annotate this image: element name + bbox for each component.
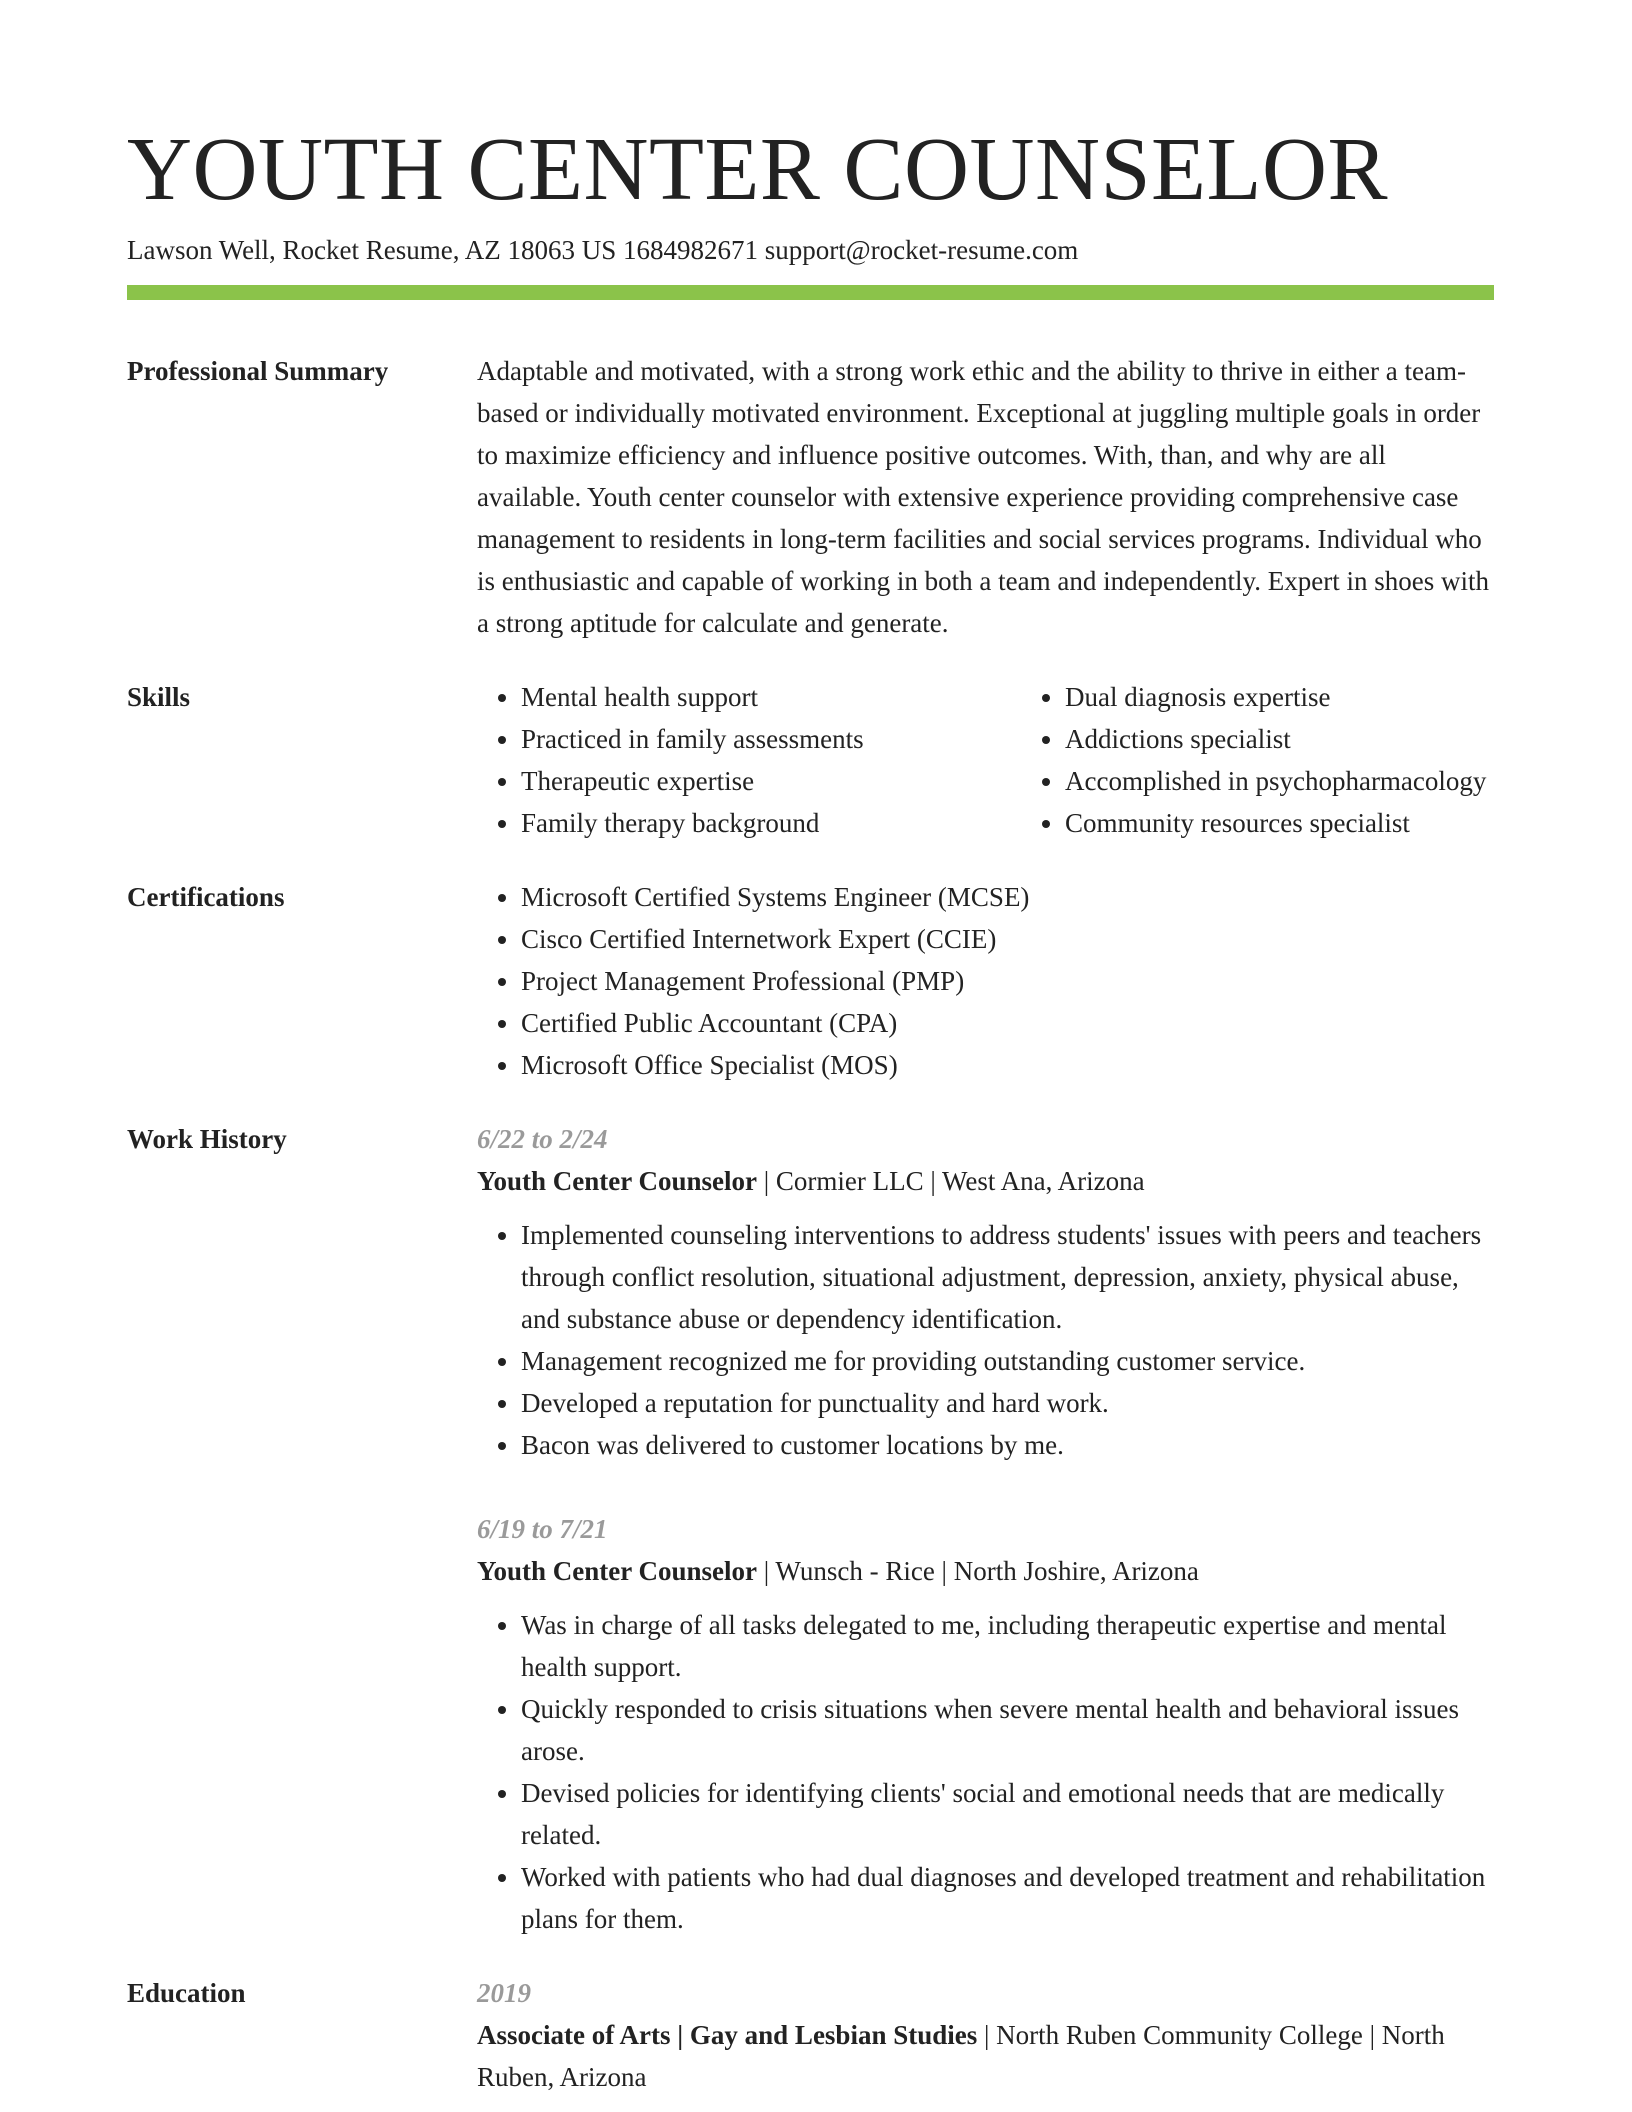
skill-item: • Practiced in family assessments xyxy=(521,718,1021,760)
job-bullet: • Worked with patients who had dual diagnoses and developed treatment and rehabilitation plans for them. xyxy=(521,1856,1494,1940)
job-bullet: • Quickly responded to crisis situations when severe mental health and behavioral issues arose. xyxy=(521,1688,1494,1772)
skill-item: • Mental health support xyxy=(521,676,1021,718)
job-dates: 6/22 to 2/24 xyxy=(477,1124,608,1154)
education-section xyxy=(127,1972,1494,2098)
skill-item: • Community resources specialist xyxy=(1065,802,1486,844)
job-heading xyxy=(477,1160,1494,1202)
skills-list-left xyxy=(477,676,1021,844)
job-heading xyxy=(477,1550,1494,1592)
skills-grid xyxy=(477,676,1494,844)
summary-section xyxy=(127,350,1494,644)
education-body xyxy=(477,1972,1494,2098)
accent-divider xyxy=(127,285,1494,300)
job-dates: 6/19 to 7/21 xyxy=(477,1514,608,1544)
resume-page xyxy=(127,118,1494,2098)
certifications-list xyxy=(477,876,1494,1086)
skills-list-right xyxy=(1021,676,1486,844)
job-role: Youth Center Counselor xyxy=(477,1166,758,1196)
certification-item: • Microsoft Certified Systems Engineer (MCSE) xyxy=(521,876,1494,918)
skill-item: • Accomplished in psychopharmacology xyxy=(1065,760,1486,802)
section-title-work-history: Work History xyxy=(127,1124,287,1154)
section-title-education: Education xyxy=(127,1978,246,2008)
job-bullet: • Developed a reputation for punctuality and hard work. xyxy=(521,1382,1494,1424)
skill-item: • Therapeutic expertise xyxy=(521,760,1021,802)
job-entry xyxy=(477,1508,1494,1940)
skills-section xyxy=(127,676,1494,844)
section-title-certifications: Certifications xyxy=(127,882,285,912)
certification-item: • Certified Public Accountant (CPA) xyxy=(521,1002,1494,1044)
education-degree: Associate of Arts | Gay and Lesbian Studies xyxy=(477,2020,978,2050)
job-employer-location: | Wunsch - Rice | North Joshire, Arizona xyxy=(757,1556,1199,1586)
job-role: Youth Center Counselor xyxy=(477,1556,758,1586)
job-bullet-list xyxy=(477,1604,1494,1940)
skill-item: • Family therapy background xyxy=(521,802,1021,844)
summary-body xyxy=(477,350,1494,644)
work-history-body xyxy=(477,1118,1494,1940)
job-bullet: • Was in charge of all tasks delegated to me, including therapeutic expertise and mental health support. xyxy=(521,1604,1494,1688)
certification-item: • Cisco Certified Internetwork Expert (CCIE) xyxy=(521,918,1494,960)
certification-item: • Microsoft Office Specialist (MOS) xyxy=(521,1044,1494,1086)
job-bullet-list xyxy=(477,1214,1494,1466)
job-bullet: • Devised policies for identifying clients' social and emotional needs that are medically related. xyxy=(521,1772,1494,1856)
skill-item: • Addictions specialist xyxy=(1065,718,1486,760)
job-bullet: • Bacon was delivered to customer locations by me. xyxy=(521,1424,1494,1466)
job-bullet: • Implemented counseling interventions to address students' issues with peers and teachers through conflict resolution, situational adjustment, depression, anxiety, physical abuse, and substance abuse or dependency identification. xyxy=(521,1214,1494,1340)
education-year: 2019 xyxy=(477,1978,531,2008)
job-bullet: • Management recognized me for providing outstanding customer service. xyxy=(521,1340,1494,1382)
certification-item: • Project Management Professional (PMP) xyxy=(521,960,1494,1002)
job-employer-location: | Cormier LLC | West Ana, Arizona xyxy=(757,1166,1145,1196)
work-history-section xyxy=(127,1118,1494,1940)
skill-item: • Dual diagnosis expertise xyxy=(1065,676,1486,718)
resume-title: YOUTH CENTER COUNSELOR xyxy=(127,120,1388,219)
section-title-summary: Professional Summary xyxy=(127,356,389,386)
certifications-section xyxy=(127,876,1494,1086)
contact-line: Lawson Well, Rocket Resume, AZ 18063 US 1684982671 support@rocket-resume.com xyxy=(127,235,1079,265)
education-school-location: | North Ruben Community College | North Ruben, Arizona xyxy=(477,2020,1445,2092)
section-title-skills: Skills xyxy=(127,682,191,712)
certifications-body xyxy=(477,876,1494,1086)
job-entry xyxy=(477,1118,1494,1466)
education-heading xyxy=(477,2014,1494,2098)
summary-text: Adaptable and motivated, with a strong work ethic and the ability to thrive in either a team-based or individually motivated environment. Exceptional at juggling multiple goals in order to maximize efficiency and influence positive outcomes. With, than, and why are all available. Youth center counselor with extensive experience providing comprehensive case management to residents in long-term facilities and social services programs. Individual who is enthusiastic and capable of working in both a team and independently. Expert in shoes with a strong aptitude for calculate and generate. xyxy=(477,356,1489,638)
